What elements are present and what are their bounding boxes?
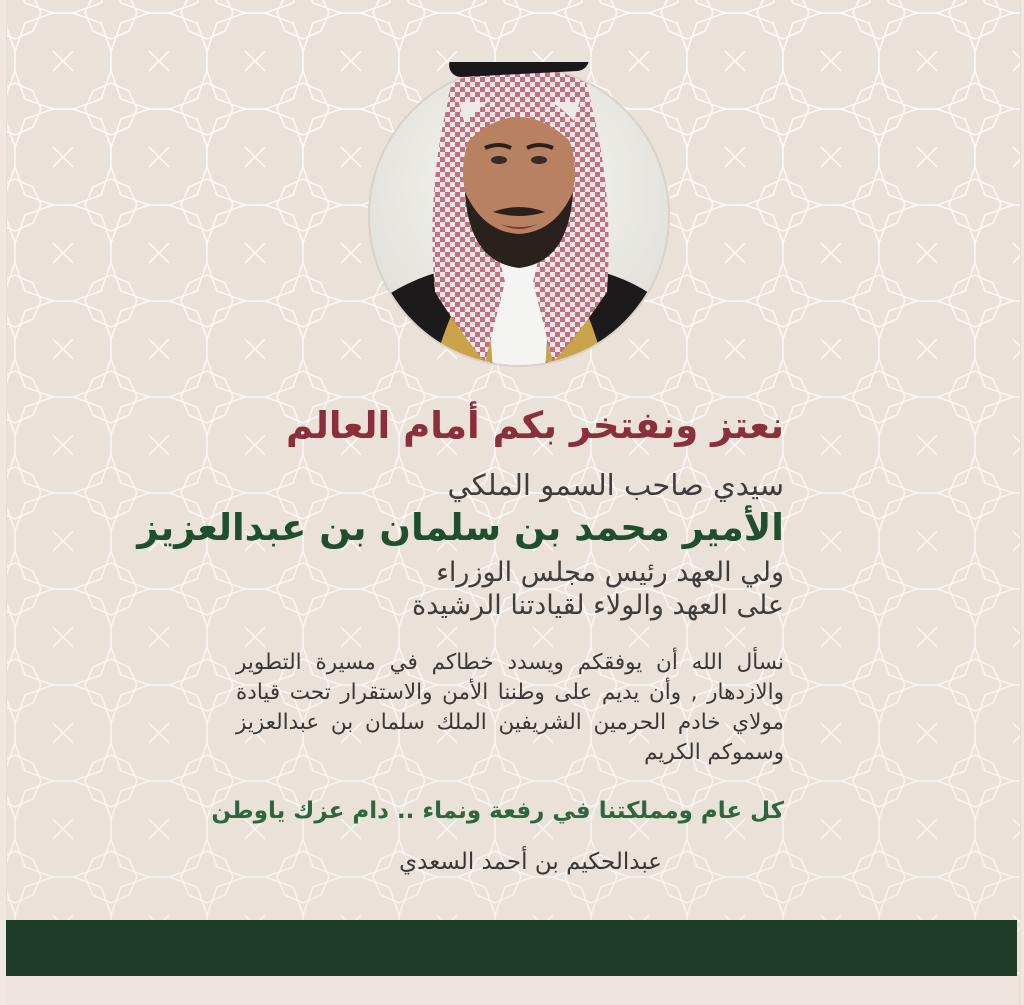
bottom-strip (6, 976, 1017, 1005)
honoree-role: ولي العهد رئيس مجلس الوزراء (436, 557, 784, 588)
honoree-name: الأمير محمد بن سلمان بن عبدالعزيز (137, 506, 784, 549)
headline: نعتز ونفتخر بكم أمام العالم (285, 404, 784, 447)
prayer-paragraph: نسأل الله أن يوفقكم ويسدد خطاكم في مسيرة التطوير والازدهار , وأن يديم على وطننا الأمن والاستقرار تحت قيادة مولاي خادم الحرمين الشريفين الملك سلمان بن عبدالعزيز وسموكم الكريم (236, 650, 784, 765)
portrait-photo (365, 62, 673, 370)
pledge-line: على العهد والولاء لقيادتنا الرشيدة (412, 590, 784, 621)
greeting-card (6, 0, 1021, 1005)
salutation: سيدي صاحب السمو الملكي (447, 468, 784, 502)
national-day-greeting: كل عام ومملكتنا في رفعة ونماء .. دام عزك ياوطن (211, 798, 784, 824)
signature: عبدالحكيم بن أحمد السعدي (399, 849, 662, 875)
footer-band (6, 920, 1017, 976)
